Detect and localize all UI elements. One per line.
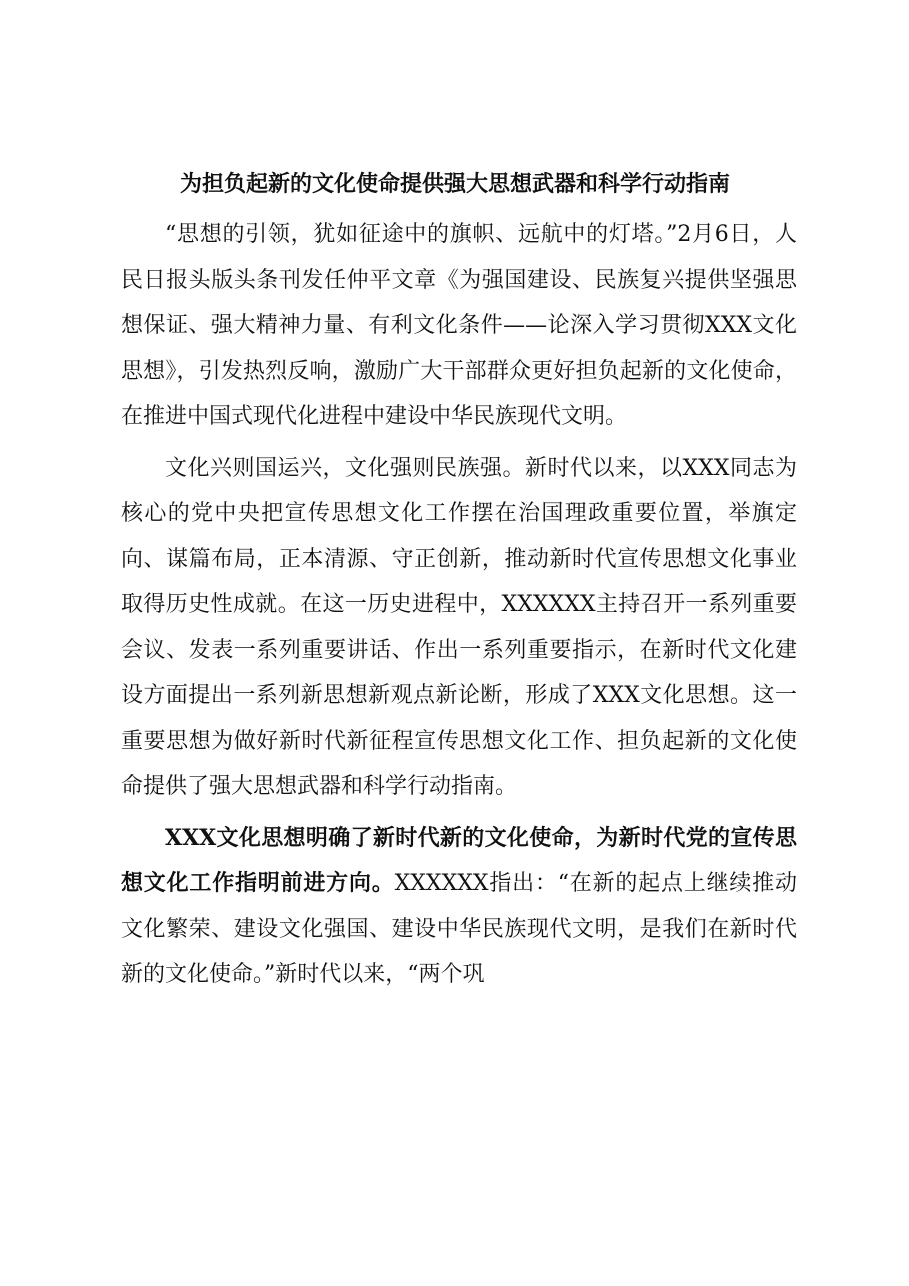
paragraph-3-text: XXXXXX指出：“在新的起点上继续推动文化繁荣、建设文化强国、建设中华民族现代文明，是我们在新时代新的文化使命。”新时代以来，“两个巩 [121, 871, 797, 987]
paragraph-1-text: “思想的引领，犹如征途中的旗帜、远航中的灯塔。”2月6日，人民日报头版头条刊发任仲平文章《为强国建设、民族复兴提供坚强思想保证、强大精神力量、有利文化条件——论深入学习贯彻XXX文化思想》，引发热烈反响，激励广大干部群众更好担负起新的文化使命，在推进中国式现代化进程中建设中华民族现代文明。 [121, 222, 797, 429]
paragraph-1 [121, 212, 797, 440]
document-title: 为担负起新的文化使命提供强大思想武器和科学行动指南 [179, 171, 730, 197]
paragraph-2 [121, 446, 797, 810]
paragraph-2-text: 文化兴则国运兴，文化强则民族强。新时代以来，以XXX同志为核心的党中央把宣传思想文化工作摆在治国理政重要位置，举旗定向、谋篇布局，正本清源、守正创新，推动新时代宣传思想文化事业取得历史性成就。在这一历史进程中，XXXXXX主持召开一系列重要会议、发表一系列重要讲话、作出一系列重要指示，在新时代文化建设方面提出一系列新思想新观点新论断，形成了XXX文化思想。这一重要思想为做好新时代新征程宣传思想文化工作、担负起新的文化使命提供了强大思想武器和科学行动指南。 [121, 455, 797, 799]
paragraph-3-lead: XXX文化思想明确了新时代新的文化使命，为新时代党的宣传思想文化工作指明前进方向。 [121, 824, 797, 896]
document-body [121, 212, 797, 1004]
paragraph-3 [121, 816, 797, 998]
